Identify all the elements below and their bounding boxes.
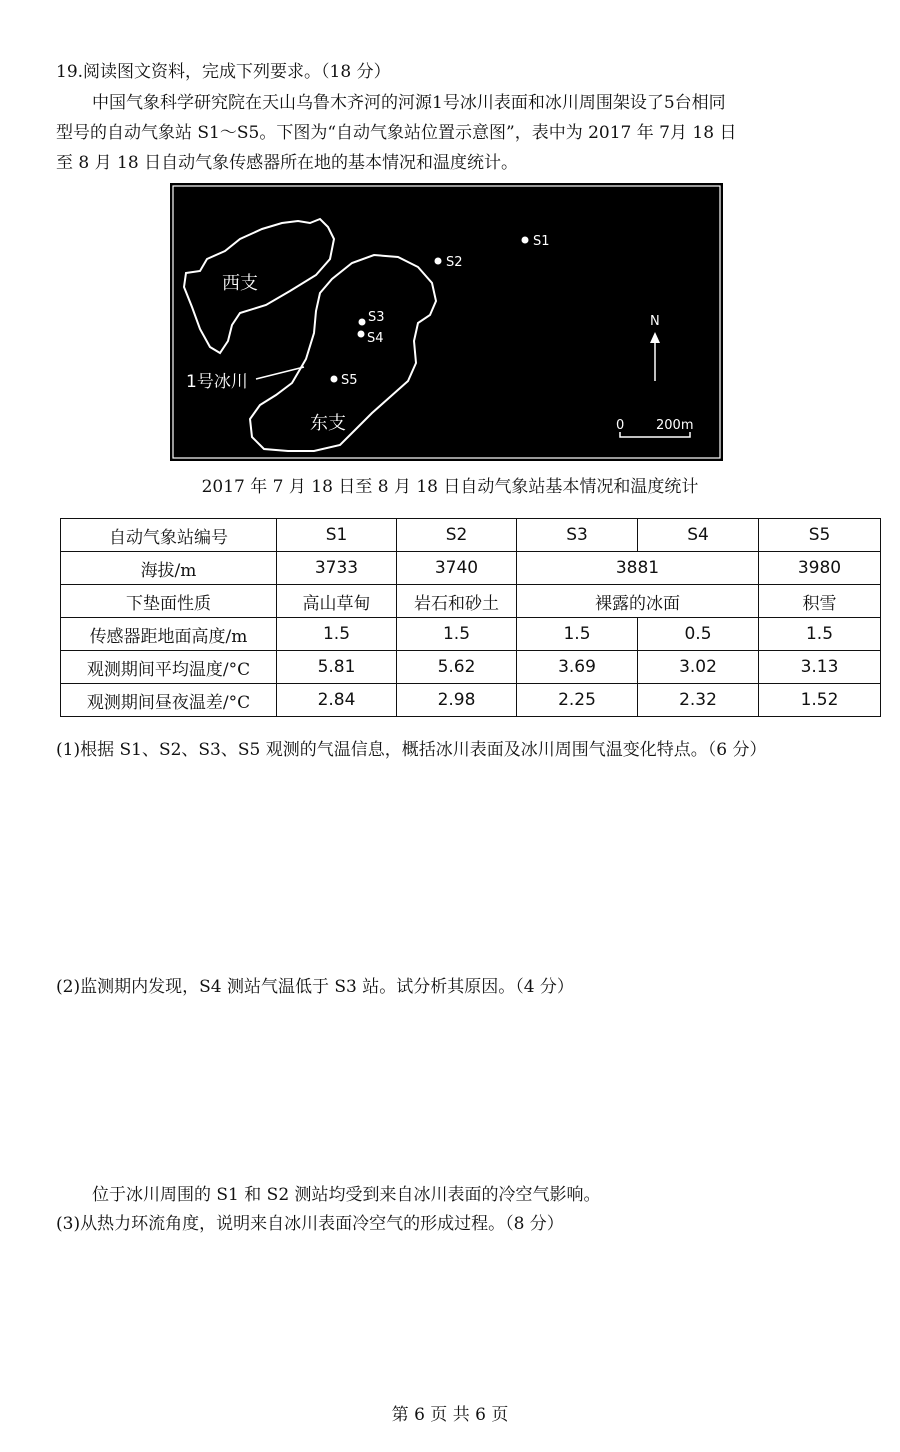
- row-label: 观测期间平均温度/°C: [61, 651, 277, 684]
- station-s3-marker: [359, 319, 366, 326]
- table-cell: 5.81: [277, 651, 397, 684]
- table-row-mean-temp: [61, 651, 881, 684]
- table-row-sensor-height: [61, 618, 881, 651]
- table-row-altitude: [61, 552, 881, 585]
- east-branch-label: 东支: [310, 413, 346, 434]
- row-label: 海拔/m: [61, 552, 277, 585]
- station-s1-marker: [522, 237, 529, 244]
- station-s4-marker: [358, 331, 365, 338]
- scale-zero-label: 0: [616, 418, 625, 433]
- header-cell: 自动气象站编号: [61, 519, 277, 552]
- intro-line-1: 中国气象科学研究院在天山乌鲁木齐河的河源1号冰川表面和冰川周围架设了5台相同: [92, 93, 726, 113]
- table-cell: 高山草甸: [277, 585, 397, 618]
- table-cell: 2.98: [397, 684, 517, 717]
- table-cell: 3980: [759, 552, 881, 585]
- header-cell: S4: [638, 519, 759, 552]
- scale-distance-label: 200m: [656, 418, 694, 433]
- page-footer: 第 6 页 共 6 页: [391, 1405, 509, 1425]
- row-label: 观测期间昼夜温差/°C: [61, 684, 277, 717]
- question-heading: 19.阅读图文资料，完成下列要求。（18 分）: [56, 62, 391, 82]
- station-stats-table: [60, 518, 881, 717]
- table-cell: 3.02: [638, 651, 759, 684]
- table-row-header: [61, 519, 881, 552]
- sub-question-1: (1)根据 S1、S2、S3、S5 观测的气温信息，概括冰川表面及冰川周围气温变化特点。（6 分）: [56, 740, 767, 760]
- station-s2-marker: [435, 258, 442, 265]
- header-cell: S2: [397, 519, 517, 552]
- table-cell: 3.13: [759, 651, 881, 684]
- table-cell: 3733: [277, 552, 397, 585]
- table-cell: 1.5: [759, 618, 881, 651]
- west-branch-label: 西支: [222, 273, 258, 294]
- table-cell: 2.84: [277, 684, 397, 717]
- station-s3-label: S3: [368, 310, 385, 325]
- sub-question-3-context: 位于冰川周围的 S1 和 S2 测站均受到来自冰川表面的冷空气影响。: [92, 1185, 601, 1205]
- row-label: 下垫面性质: [61, 585, 277, 618]
- table-cell: 0.5: [638, 618, 759, 651]
- station-s4-label: S4: [367, 331, 384, 346]
- table-cell: 积雪: [759, 585, 881, 618]
- table-cell: 岩石和砂土: [397, 585, 517, 618]
- north-label: N: [650, 314, 660, 329]
- station-s5-label: S5: [341, 373, 358, 388]
- table-cell: 裸露的冰面: [517, 585, 759, 618]
- station-s2-label: S2: [446, 255, 463, 270]
- table-cell: 2.32: [638, 684, 759, 717]
- table-cell: 3881: [517, 552, 759, 585]
- station-s5-marker: [331, 376, 338, 383]
- table-row-diurnal-range: [61, 684, 881, 717]
- table-cell: 1.5: [277, 618, 397, 651]
- intro-line-3: 至 8 月 18 日自动气象传感器所在地的基本情况和温度统计。: [56, 153, 519, 173]
- table-cell: 3740: [397, 552, 517, 585]
- station-s1-label: S1: [533, 234, 550, 249]
- sub-question-2: (2)监测期内发现，S4 测站气温低于 S3 站。试分析其原因。（4 分）: [56, 977, 574, 997]
- table-cell: 2.25: [517, 684, 638, 717]
- glacier-name-label: 1号冰川: [186, 372, 248, 392]
- sub-question-3: (3)从热力环流角度，说明来自冰川表面冷空气的形成过程。（8 分）: [56, 1214, 564, 1234]
- table-cell: 1.5: [397, 618, 517, 651]
- table-cell: 3.69: [517, 651, 638, 684]
- table-cell: 1.52: [759, 684, 881, 717]
- table-cell: 1.5: [517, 618, 638, 651]
- intro-line-2: 型号的自动气象站 S1～S5。下图为“自动气象站位置示意图”，表中为 2017 年 7月 18 日: [56, 123, 737, 143]
- table-cell: 5.62: [397, 651, 517, 684]
- row-label: 传感器距地面高度/m: [61, 618, 277, 651]
- table-caption: 2017 年 7 月 18 日至 8 月 18 日自动气象站基本情况和温度统计: [201, 477, 699, 497]
- table-row-surface: [61, 585, 881, 618]
- header-cell: S3: [517, 519, 638, 552]
- map-background: [170, 183, 723, 461]
- header-cell: S5: [759, 519, 881, 552]
- station-location-map: [170, 183, 723, 461]
- header-cell: S1: [277, 519, 397, 552]
